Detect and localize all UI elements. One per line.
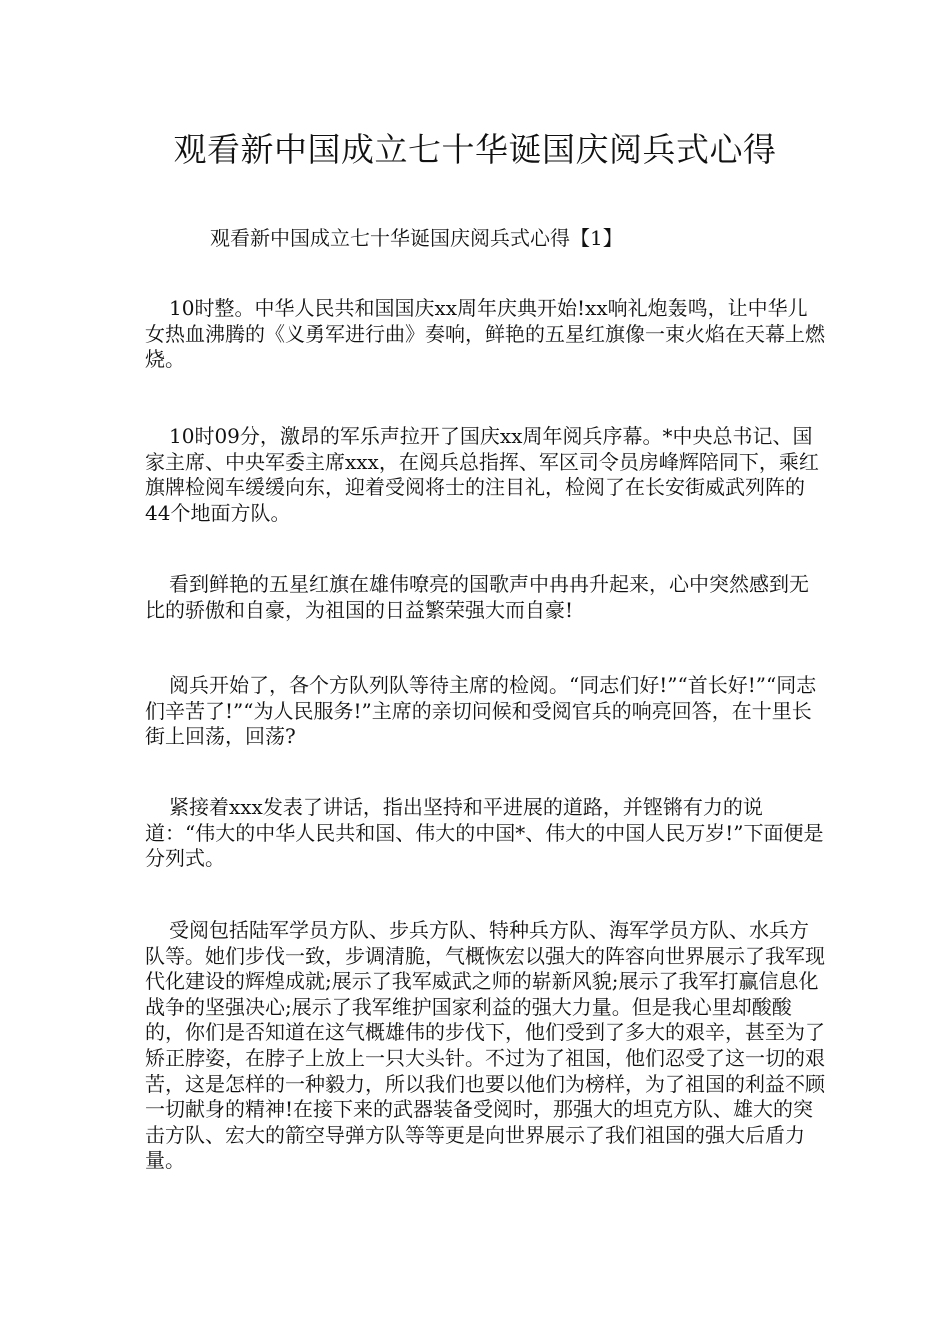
- paragraph-3: 看到鲜艳的五星红旗在雄伟嘹亮的国歌声中冉冉升起来，心中突然感到无比的骄傲和自豪，为祖国的日益繁荣强大而自豪!: [145, 572, 809, 622]
- paragraph-1: 10时整。中华人民共和国国庆xx周年庆典开始!xx响礼炮轰鸣，让中华儿女热血沸腾的《义勇军进行曲》奏响，鲜艳的五星红旗像一束火焰在天幕上燃烧。: [145, 296, 825, 372]
- document-title: 观看新中国成立七十华诞国庆阅兵式心得: [173, 130, 777, 169]
- paragraph-5: 紧接着xxx发表了讲话，指出坚持和平进展的道路，并铿锵有力的说道：“伟大的中华人民共和国、伟大的中国*、伟大的中国人民万岁!”下面便是分列式。: [145, 795, 824, 871]
- document-subtitle: 观看新中国成立七十华诞国庆阅兵式心得【1】: [210, 226, 623, 250]
- paragraph-2: 10时09分，激昂的军乐声拉开了国庆xx周年阅兵序幕。*中央总书记、国家主席、中央军委主席xxx，在阅兵总指挥、军区司令员房峰辉陪同下，乘红旗牌检阅车缓缓向东，迎着受阅将士的注目礼，检阅了在长安街威武列阵的44个地面方队。: [145, 424, 819, 525]
- paragraph-4: 阅兵开始了，各个方队列队等待主席的检阅。“同志们好!”“首长好!”“同志们辛苦了!”“为人民服务!”主席的亲切问候和受阅官兵的响亮回答，在十里长街上回荡，回荡?: [145, 673, 817, 749]
- paragraph-6: 受阅包括陆军学员方队、步兵方队、特种兵方队、海军学员方队、水兵方队等。她们步伐一致，步调清脆，气概恢宏以强大的阵容向世界展示了我军现代化建设的辉煌成就;展示了我军威武之师的崭新风貌;展示了我军打赢信息化战争的坚强决心;展示了我军维护国家利益的强大力量。但是我心里却酸酸的，你们是否知道在这气概雄伟的步伐下，他们受到了多大的艰辛，甚至为了矫正脖姿，在脖子上放上一只大头针。不过为了祖国，他们忍受了这一切的艰苦，这是怎样的一种毅力，所以我们也要以他们为榜样，为了祖国的利益不顾一切献身的精神!在接下来的武器装备受阅时，那强大的坦克方队、雄大的突击方队、宏大的箭空导弹方队等等更是向世界展示了我们祖国的强大后盾力量。: [145, 918, 825, 1173]
